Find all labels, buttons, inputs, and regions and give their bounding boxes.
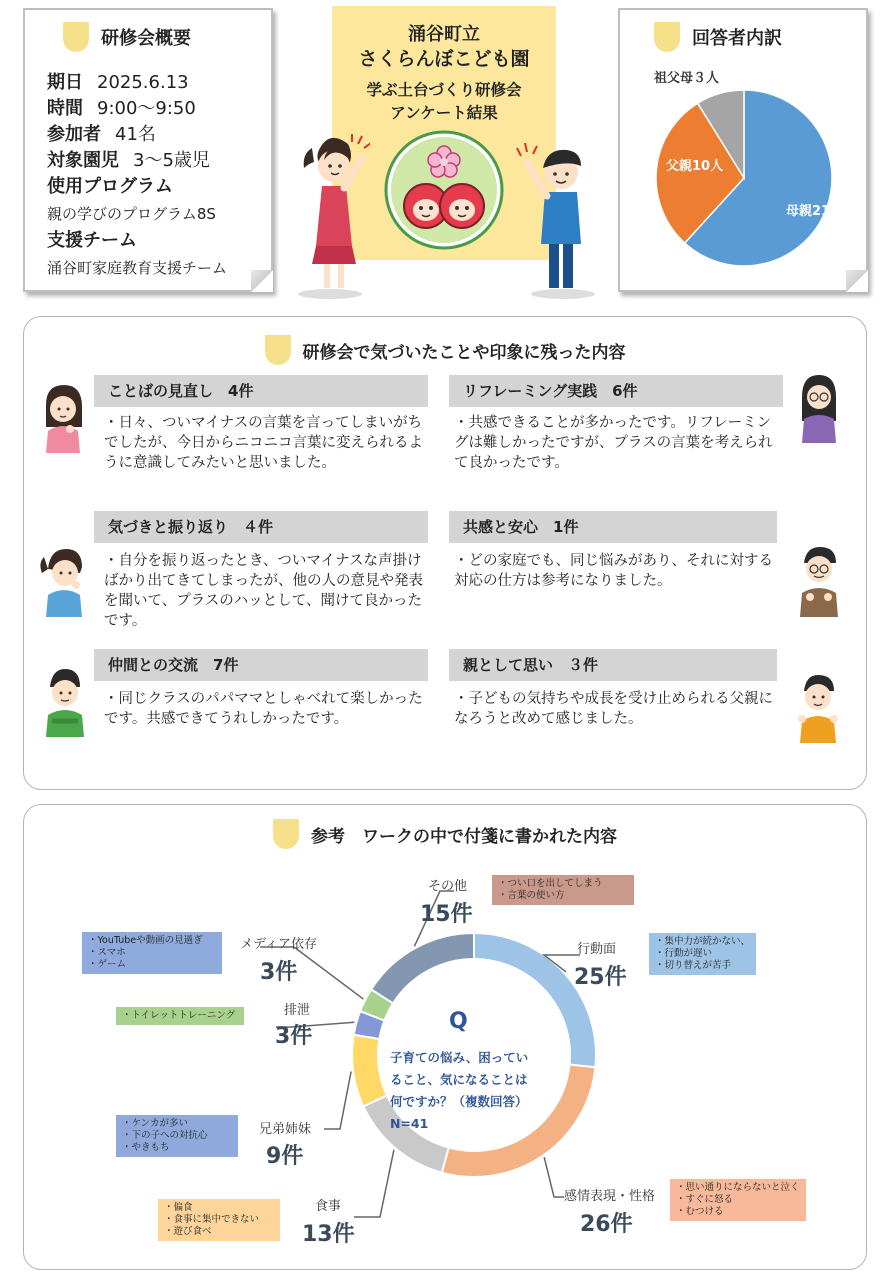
note-line: ・YouTubeや動画の見過ぎ <box>88 935 203 946</box>
donut-segment <box>352 1035 387 1107</box>
impressions-section <box>23 316 867 790</box>
note-line: ・やきもち <box>122 1142 170 1153</box>
topic-body-1: ・日々、ついマイナスの言葉を言ってしまいがちでしたが、今日からニコニコ言葉に変えられるように意識してみたいと思いました。 <box>104 415 423 471</box>
ov-program-label: 使用プログラム <box>47 176 173 197</box>
ov-program-value: 親の学びのプログラム8S <box>47 205 216 223</box>
cat-other-label: その他 <box>428 879 468 894</box>
respondents-pie-chart <box>620 10 866 290</box>
page-curl <box>251 270 273 292</box>
ov-date <box>47 68 189 94</box>
note-other <box>492 875 634 905</box>
ov-target-label: 対象園児 <box>47 150 119 171</box>
topic-body-3: ・自分を振り返ったとき、ついマイナスな声掛けばかり出てきてしまったが、他の人の意見や発表を聞いて、プラスのハッとして、聞けて良かったです。 <box>104 553 423 629</box>
ov-time <box>47 94 196 120</box>
father-glasses-icon <box>794 545 844 617</box>
impressions-title-text: 研修会で気づいたことや印象に残った内容 <box>302 342 626 363</box>
note-toilet <box>116 1007 244 1025</box>
leader-line <box>544 1157 564 1197</box>
note-emotion <box>670 1179 806 1221</box>
note-line: ・思い通りにならないと泣く <box>676 1182 800 1193</box>
topic-body-2: ・共感できることが多かったです。リフレーミングは難しかったですが、プラスの言葉を考えられて良かったです。 <box>454 415 773 471</box>
father-green-icon <box>42 667 88 737</box>
ov-target <box>47 146 210 172</box>
note-line: ・集中力が続かない、 <box>655 936 751 947</box>
cat-toilet-count: 3件 <box>275 1024 313 1049</box>
ov-target-value: 3～5歳児 <box>133 150 210 171</box>
center-q: Q <box>449 1009 468 1034</box>
note-line: ・偏食 <box>164 1202 193 1213</box>
ov-time-label: 時間 <box>47 98 83 119</box>
center-n: N=41 <box>390 1116 429 1131</box>
pie-slice-label: 祖父母３人 <box>654 71 720 86</box>
ov-date-label: 期日 <box>47 72 83 93</box>
topic-head-2: リフレーミング実践 6件 <box>449 375 783 407</box>
banner-line-1: 涌谷町立 <box>408 24 480 45</box>
girl-character-icon <box>290 130 370 300</box>
tab-marker <box>265 335 291 365</box>
note-line: ・すぐに怒る <box>676 1194 734 1205</box>
ov-time-value: 9:00～9:50 <box>97 98 196 119</box>
cat-meal-label: 食事 <box>315 1199 342 1214</box>
tab-marker <box>63 22 89 52</box>
impressions-title <box>24 335 866 365</box>
topic-head-3: 気づきと振り返り ４件 <box>94 511 428 543</box>
center-question-line-2: ること、気になることは <box>390 1072 528 1087</box>
topic-head-1: ことばの見直し 4件 <box>94 375 428 407</box>
center-question-line-1: 子育ての悩み、困ってい <box>390 1050 529 1065</box>
note-media <box>82 932 222 974</box>
overview-title-text: 研修会概要 <box>101 28 191 49</box>
cat-behavior-count: 25件 <box>574 965 627 990</box>
leader-line <box>324 1072 351 1129</box>
cat-siblings-label: 兄弟姉妹 <box>259 1122 312 1137</box>
note-line: ・スマホ <box>88 947 126 958</box>
ov-participants <box>47 120 156 146</box>
note-line: ・むつける <box>676 1206 724 1217</box>
cherry-logo-icon <box>382 128 506 252</box>
note-siblings <box>116 1115 238 1157</box>
reference-title-text: 参考 ワークの中で付箋に書かれた内容 <box>311 826 617 847</box>
cat-emotion-label: 感情表現・性格 <box>564 1189 656 1204</box>
respondents-title-text: 回答者内訳 <box>692 28 782 49</box>
ov-team-value: 涌谷町家庭教育支援チーム <box>47 259 228 277</box>
overview-title <box>63 22 191 52</box>
topic-body-6: ・子どもの気持ちや成長を受け止められる父親になろうと改めて感じました。 <box>454 691 773 727</box>
father-orange-icon <box>794 673 842 745</box>
respondents-card <box>618 8 868 292</box>
topic-head-6: 親として思い ３件 <box>449 649 777 681</box>
pie-slice-label: 父親10人 <box>666 159 724 174</box>
mother-glasses-icon <box>796 373 842 445</box>
center-question <box>390 1047 528 1135</box>
note-line: ・つい口を出してしまう <box>498 878 603 889</box>
banner-line-3: 学ぶ土台づくり研修会 <box>366 81 522 99</box>
cat-toilet-label: 排泄 <box>284 1003 311 1018</box>
topic-body-4: ・どの家庭でも、同じ悩みがあり、それに対する対応の仕方は参考になりました。 <box>454 553 773 589</box>
note-meal <box>158 1199 280 1241</box>
ov-date-value: 2025.6.13 <box>97 72 189 93</box>
topic-head-5: 仲間との交流 7件 <box>94 649 428 681</box>
note-line: ・遊び食べ <box>164 1226 212 1237</box>
page-curl <box>846 270 868 292</box>
donut-segment <box>371 933 474 1003</box>
topic-body-5: ・同じクラスのパパママとしゃべれて楽しかったです。共感できてうれしかったです。 <box>104 691 423 727</box>
center-question-line-3: 何ですか？（複数回答） <box>390 1094 528 1109</box>
note-line: ・行動が遅い <box>655 948 713 959</box>
reference-section <box>23 804 867 1270</box>
note-line: ・ゲーム <box>88 959 127 970</box>
banner-line-4: アンケート結果 <box>390 104 498 122</box>
note-line: ・切り替えが苦手 <box>655 960 732 971</box>
ov-participants-value: 41名 <box>115 124 156 145</box>
note-behavior <box>649 933 756 975</box>
mother-blue-icon <box>38 547 90 617</box>
overview-card <box>23 8 273 292</box>
boy-character-icon <box>515 140 605 300</box>
note-line: ・ケンカが多い <box>122 1118 189 1129</box>
cat-emotion-count: 26件 <box>580 1212 633 1237</box>
note-line: ・言葉の使い方 <box>498 890 565 901</box>
topic-head-4: 共感と安心 1件 <box>449 511 777 543</box>
cat-media-count: 3件 <box>260 960 298 985</box>
pie-slice-label: 母親21人 <box>786 204 844 219</box>
banner-line-2: さくらんぼこども園 <box>358 48 530 70</box>
leader-line <box>354 1150 394 1217</box>
cat-siblings-count: 9件 <box>266 1144 304 1169</box>
note-line: ・トイレットトレーニング <box>122 1010 236 1021</box>
cat-media-label: メディア依存 <box>240 937 317 952</box>
mother-thinking-icon <box>38 383 88 453</box>
ov-team-label: 支援チーム <box>47 230 137 251</box>
note-line: ・下の子への対抗心 <box>122 1130 208 1141</box>
cat-meal-count: 13件 <box>302 1222 355 1247</box>
cat-behavior-label: 行動面 <box>577 942 617 957</box>
cat-other-count: 15件 <box>420 902 473 927</box>
note-line: ・食事に集中できない <box>164 1214 260 1225</box>
ov-participants-label: 参加者 <box>47 124 101 145</box>
